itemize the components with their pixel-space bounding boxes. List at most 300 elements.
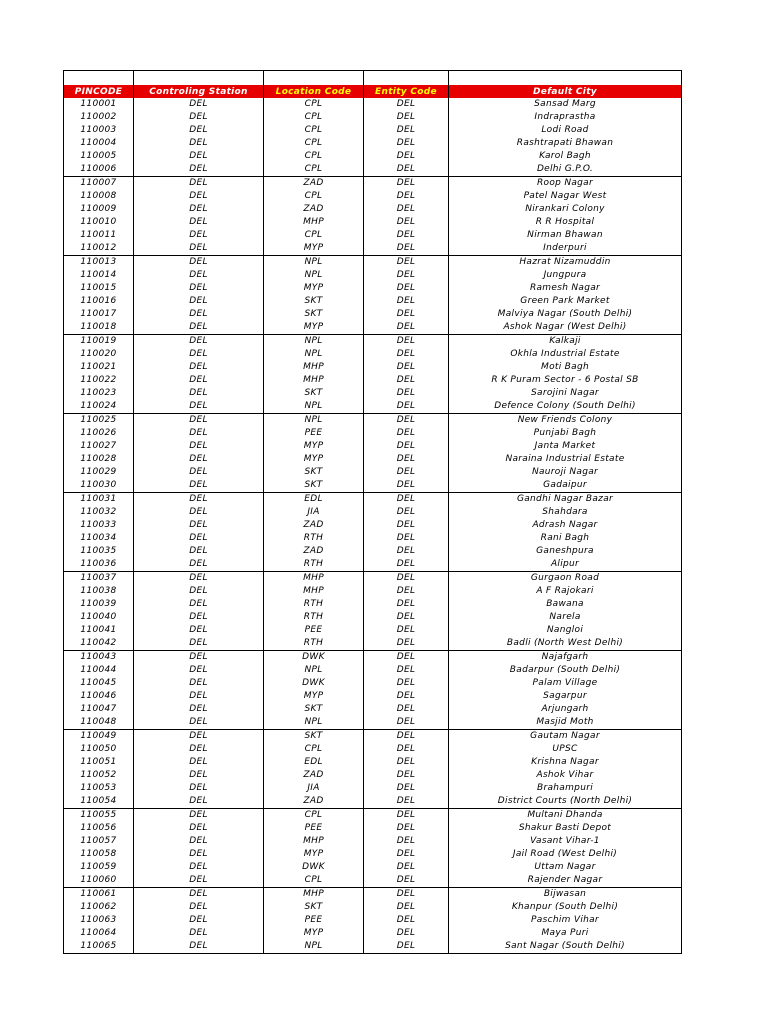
cell-controlling-station[interactable]: DEL bbox=[134, 558, 264, 572]
cell-entity-code[interactable]: DEL bbox=[364, 848, 449, 861]
cell-entity-code[interactable]: DEL bbox=[364, 598, 449, 611]
header-location-code[interactable]: Location Code bbox=[264, 85, 364, 98]
cell-location-code[interactable]: SKT bbox=[264, 308, 364, 321]
cell-pincode[interactable]: 110058 bbox=[64, 848, 134, 861]
cell-pincode[interactable]: 110010 bbox=[64, 216, 134, 229]
cell-default-city[interactable]: Kalkaji bbox=[449, 335, 682, 349]
cell-location-code[interactable]: DWK bbox=[264, 677, 364, 690]
cell-pincode[interactable]: 110043 bbox=[64, 651, 134, 665]
cell-entity-code[interactable]: DEL bbox=[364, 519, 449, 532]
cell-entity-code[interactable]: DEL bbox=[364, 335, 449, 349]
cell-entity-code[interactable]: DEL bbox=[364, 730, 449, 744]
cell-default-city[interactable]: Ramesh Nagar bbox=[449, 282, 682, 295]
cell-entity-code[interactable]: DEL bbox=[364, 216, 449, 229]
cell-default-city[interactable]: Lodi Road bbox=[449, 124, 682, 137]
cell-location-code[interactable]: MHP bbox=[264, 585, 364, 598]
cell-controlling-station[interactable]: DEL bbox=[134, 914, 264, 927]
cell-controlling-station[interactable]: DEL bbox=[134, 901, 264, 914]
cell-controlling-station[interactable]: DEL bbox=[134, 690, 264, 703]
cell-pincode[interactable]: 110064 bbox=[64, 927, 134, 940]
cell-default-city[interactable]: Badli (North West Delhi) bbox=[449, 637, 682, 651]
cell-controlling-station[interactable]: DEL bbox=[134, 295, 264, 308]
cell-pincode[interactable]: 110041 bbox=[64, 624, 134, 637]
blank-cell[interactable] bbox=[264, 71, 364, 86]
cell-pincode[interactable]: 110037 bbox=[64, 572, 134, 586]
cell-controlling-station[interactable]: DEL bbox=[134, 479, 264, 493]
cell-entity-code[interactable]: DEL bbox=[364, 282, 449, 295]
cell-pincode[interactable]: 110054 bbox=[64, 795, 134, 809]
cell-entity-code[interactable]: DEL bbox=[364, 400, 449, 414]
cell-default-city[interactable]: Multani Dhanda bbox=[449, 809, 682, 823]
cell-entity-code[interactable]: DEL bbox=[364, 479, 449, 493]
cell-pincode[interactable]: 110013 bbox=[64, 256, 134, 270]
cell-entity-code[interactable]: DEL bbox=[364, 624, 449, 637]
cell-pincode[interactable]: 110015 bbox=[64, 282, 134, 295]
cell-default-city[interactable]: Malviya Nagar (South Delhi) bbox=[449, 308, 682, 321]
cell-entity-code[interactable]: DEL bbox=[364, 927, 449, 940]
cell-location-code[interactable]: CPL bbox=[264, 229, 364, 242]
cell-controlling-station[interactable]: DEL bbox=[134, 414, 264, 428]
cell-entity-code[interactable]: DEL bbox=[364, 361, 449, 374]
cell-pincode[interactable]: 110061 bbox=[64, 888, 134, 902]
cell-default-city[interactable]: Janta Market bbox=[449, 440, 682, 453]
cell-entity-code[interactable]: DEL bbox=[364, 256, 449, 270]
cell-entity-code[interactable]: DEL bbox=[364, 387, 449, 400]
blank-cell[interactable] bbox=[64, 71, 134, 86]
cell-controlling-station[interactable]: DEL bbox=[134, 242, 264, 256]
cell-location-code[interactable]: CPL bbox=[264, 190, 364, 203]
cell-pincode[interactable]: 110046 bbox=[64, 690, 134, 703]
cell-controlling-station[interactable]: DEL bbox=[134, 769, 264, 782]
cell-entity-code[interactable]: DEL bbox=[364, 940, 449, 954]
cell-controlling-station[interactable]: DEL bbox=[134, 585, 264, 598]
cell-location-code[interactable]: SKT bbox=[264, 703, 364, 716]
cell-pincode[interactable]: 110063 bbox=[64, 914, 134, 927]
cell-controlling-station[interactable]: DEL bbox=[134, 716, 264, 730]
cell-default-city[interactable]: Punjabi Bagh bbox=[449, 427, 682, 440]
cell-location-code[interactable]: MYP bbox=[264, 321, 364, 335]
cell-location-code[interactable]: RTH bbox=[264, 558, 364, 572]
cell-pincode[interactable]: 110023 bbox=[64, 387, 134, 400]
cell-location-code[interactable]: PEE bbox=[264, 624, 364, 637]
cell-controlling-station[interactable]: DEL bbox=[134, 532, 264, 545]
cell-pincode[interactable]: 110019 bbox=[64, 335, 134, 349]
cell-controlling-station[interactable]: DEL bbox=[134, 927, 264, 940]
cell-controlling-station[interactable]: DEL bbox=[134, 795, 264, 809]
cell-controlling-station[interactable]: DEL bbox=[134, 861, 264, 874]
cell-default-city[interactable]: New Friends Colony bbox=[449, 414, 682, 428]
cell-location-code[interactable]: PEE bbox=[264, 427, 364, 440]
cell-entity-code[interactable]: DEL bbox=[364, 321, 449, 335]
cell-controlling-station[interactable]: DEL bbox=[134, 703, 264, 716]
cell-pincode[interactable]: 110049 bbox=[64, 730, 134, 744]
cell-entity-code[interactable]: DEL bbox=[364, 835, 449, 848]
cell-location-code[interactable]: ZAD bbox=[264, 519, 364, 532]
cell-pincode[interactable]: 110042 bbox=[64, 637, 134, 651]
cell-default-city[interactable]: Brahampuri bbox=[449, 782, 682, 795]
cell-location-code[interactable]: SKT bbox=[264, 730, 364, 744]
cell-pincode[interactable]: 110051 bbox=[64, 756, 134, 769]
cell-default-city[interactable]: Jungpura bbox=[449, 269, 682, 282]
cell-default-city[interactable]: Rashtrapati Bhawan bbox=[449, 137, 682, 150]
cell-default-city[interactable]: Indraprastha bbox=[449, 111, 682, 124]
cell-default-city[interactable]: Krishna Nagar bbox=[449, 756, 682, 769]
cell-pincode[interactable]: 110027 bbox=[64, 440, 134, 453]
cell-default-city[interactable]: Bijwasan bbox=[449, 888, 682, 902]
header-controlling-station[interactable]: Controling Station bbox=[134, 85, 264, 98]
cell-entity-code[interactable]: DEL bbox=[364, 874, 449, 888]
cell-pincode[interactable]: 110029 bbox=[64, 466, 134, 479]
cell-entity-code[interactable]: DEL bbox=[364, 427, 449, 440]
cell-location-code[interactable]: NPL bbox=[264, 940, 364, 954]
cell-controlling-station[interactable]: DEL bbox=[134, 387, 264, 400]
cell-pincode[interactable]: 110030 bbox=[64, 479, 134, 493]
cell-controlling-station[interactable]: DEL bbox=[134, 453, 264, 466]
cell-entity-code[interactable]: DEL bbox=[364, 229, 449, 242]
cell-default-city[interactable]: Shahdara bbox=[449, 506, 682, 519]
cell-default-city[interactable]: Gandhi Nagar Bazar bbox=[449, 493, 682, 507]
cell-location-code[interactable]: MYP bbox=[264, 453, 364, 466]
cell-entity-code[interactable]: DEL bbox=[364, 809, 449, 823]
cell-controlling-station[interactable]: DEL bbox=[134, 150, 264, 163]
cell-entity-code[interactable]: DEL bbox=[364, 716, 449, 730]
cell-default-city[interactable]: Arjungarh bbox=[449, 703, 682, 716]
cell-location-code[interactable]: DWK bbox=[264, 861, 364, 874]
cell-controlling-station[interactable]: DEL bbox=[134, 361, 264, 374]
cell-controlling-station[interactable]: DEL bbox=[134, 506, 264, 519]
cell-location-code[interactable]: DWK bbox=[264, 651, 364, 665]
cell-pincode[interactable]: 110024 bbox=[64, 400, 134, 414]
cell-pincode[interactable]: 110001 bbox=[64, 98, 134, 111]
cell-location-code[interactable]: NPL bbox=[264, 335, 364, 349]
cell-default-city[interactable]: Sarojini Nagar bbox=[449, 387, 682, 400]
cell-location-code[interactable]: NPL bbox=[264, 269, 364, 282]
cell-pincode[interactable]: 110047 bbox=[64, 703, 134, 716]
cell-entity-code[interactable]: DEL bbox=[364, 295, 449, 308]
cell-entity-code[interactable]: DEL bbox=[364, 348, 449, 361]
cell-pincode[interactable]: 110055 bbox=[64, 809, 134, 823]
cell-entity-code[interactable]: DEL bbox=[364, 861, 449, 874]
cell-location-code[interactable]: SKT bbox=[264, 466, 364, 479]
cell-controlling-station[interactable]: DEL bbox=[134, 730, 264, 744]
cell-entity-code[interactable]: DEL bbox=[364, 743, 449, 756]
cell-default-city[interactable]: Ganeshpura bbox=[449, 545, 682, 558]
cell-controlling-station[interactable]: DEL bbox=[134, 572, 264, 586]
cell-location-code[interactable]: CPL bbox=[264, 809, 364, 823]
cell-pincode[interactable]: 110032 bbox=[64, 506, 134, 519]
cell-controlling-station[interactable]: DEL bbox=[134, 940, 264, 954]
cell-location-code[interactable]: PEE bbox=[264, 914, 364, 927]
cell-entity-code[interactable]: DEL bbox=[364, 190, 449, 203]
cell-location-code[interactable]: PEE bbox=[264, 822, 364, 835]
cell-default-city[interactable]: Delhi G.P.O. bbox=[449, 163, 682, 177]
cell-controlling-station[interactable]: DEL bbox=[134, 651, 264, 665]
cell-location-code[interactable]: JIA bbox=[264, 782, 364, 795]
cell-location-code[interactable]: MYP bbox=[264, 242, 364, 256]
cell-controlling-station[interactable]: DEL bbox=[134, 111, 264, 124]
cell-location-code[interactable]: ZAD bbox=[264, 769, 364, 782]
header-entity-code[interactable]: Entity Code bbox=[364, 85, 449, 98]
cell-pincode[interactable]: 110033 bbox=[64, 519, 134, 532]
cell-default-city[interactable]: R R Hospital bbox=[449, 216, 682, 229]
cell-controlling-station[interactable]: DEL bbox=[134, 677, 264, 690]
cell-location-code[interactable]: JIA bbox=[264, 506, 364, 519]
cell-location-code[interactable]: EDL bbox=[264, 756, 364, 769]
cell-location-code[interactable]: MHP bbox=[264, 216, 364, 229]
cell-entity-code[interactable]: DEL bbox=[364, 177, 449, 191]
cell-controlling-station[interactable]: DEL bbox=[134, 163, 264, 177]
cell-pincode[interactable]: 110017 bbox=[64, 308, 134, 321]
cell-pincode[interactable]: 110012 bbox=[64, 242, 134, 256]
cell-controlling-station[interactable]: DEL bbox=[134, 98, 264, 111]
cell-entity-code[interactable]: DEL bbox=[364, 703, 449, 716]
cell-controlling-station[interactable]: DEL bbox=[134, 835, 264, 848]
cell-default-city[interactable]: Inderpuri bbox=[449, 242, 682, 256]
cell-controlling-station[interactable]: DEL bbox=[134, 493, 264, 507]
cell-controlling-station[interactable]: DEL bbox=[134, 216, 264, 229]
cell-location-code[interactable]: NPL bbox=[264, 664, 364, 677]
cell-controlling-station[interactable]: DEL bbox=[134, 782, 264, 795]
cell-controlling-station[interactable]: DEL bbox=[134, 519, 264, 532]
cell-controlling-station[interactable]: DEL bbox=[134, 466, 264, 479]
cell-entity-code[interactable]: DEL bbox=[364, 150, 449, 163]
cell-pincode[interactable]: 110053 bbox=[64, 782, 134, 795]
cell-pincode[interactable]: 110018 bbox=[64, 321, 134, 335]
cell-pincode[interactable]: 110011 bbox=[64, 229, 134, 242]
cell-location-code[interactable]: ZAD bbox=[264, 177, 364, 191]
cell-default-city[interactable]: Nirankari Colony bbox=[449, 203, 682, 216]
cell-default-city[interactable]: Badarpur (South Delhi) bbox=[449, 664, 682, 677]
cell-entity-code[interactable]: DEL bbox=[364, 163, 449, 177]
cell-controlling-station[interactable]: DEL bbox=[134, 756, 264, 769]
cell-controlling-station[interactable]: DEL bbox=[134, 335, 264, 349]
cell-controlling-station[interactable]: DEL bbox=[134, 124, 264, 137]
cell-default-city[interactable]: Bawana bbox=[449, 598, 682, 611]
blank-cell[interactable] bbox=[134, 71, 264, 86]
cell-location-code[interactable]: ZAD bbox=[264, 795, 364, 809]
cell-pincode[interactable]: 110007 bbox=[64, 177, 134, 191]
cell-controlling-station[interactable]: DEL bbox=[134, 848, 264, 861]
cell-pincode[interactable]: 110008 bbox=[64, 190, 134, 203]
cell-controlling-station[interactable]: DEL bbox=[134, 637, 264, 651]
cell-default-city[interactable]: Patel Nagar West bbox=[449, 190, 682, 203]
cell-controlling-station[interactable]: DEL bbox=[134, 624, 264, 637]
cell-entity-code[interactable]: DEL bbox=[364, 782, 449, 795]
cell-entity-code[interactable]: DEL bbox=[364, 545, 449, 558]
cell-pincode[interactable]: 110038 bbox=[64, 585, 134, 598]
cell-pincode[interactable]: 110020 bbox=[64, 348, 134, 361]
cell-controlling-station[interactable]: DEL bbox=[134, 874, 264, 888]
cell-entity-code[interactable]: DEL bbox=[364, 269, 449, 282]
cell-default-city[interactable]: Ashok Nagar (West Delhi) bbox=[449, 321, 682, 335]
cell-pincode[interactable]: 110040 bbox=[64, 611, 134, 624]
cell-pincode[interactable]: 110048 bbox=[64, 716, 134, 730]
cell-default-city[interactable]: Rani Bagh bbox=[449, 532, 682, 545]
cell-pincode[interactable]: 110003 bbox=[64, 124, 134, 137]
cell-location-code[interactable]: CPL bbox=[264, 874, 364, 888]
cell-pincode[interactable]: 110035 bbox=[64, 545, 134, 558]
cell-pincode[interactable]: 110004 bbox=[64, 137, 134, 150]
cell-entity-code[interactable]: DEL bbox=[364, 532, 449, 545]
cell-default-city[interactable]: R K Puram Sector - 6 Postal SB bbox=[449, 374, 682, 387]
cell-default-city[interactable]: Sant Nagar (South Delhi) bbox=[449, 940, 682, 954]
cell-pincode[interactable]: 110039 bbox=[64, 598, 134, 611]
cell-pincode[interactable]: 110016 bbox=[64, 295, 134, 308]
cell-default-city[interactable]: Masjid Moth bbox=[449, 716, 682, 730]
cell-entity-code[interactable]: DEL bbox=[364, 677, 449, 690]
cell-location-code[interactable]: MHP bbox=[264, 572, 364, 586]
cell-location-code[interactable]: MHP bbox=[264, 374, 364, 387]
header-default-city[interactable]: Default City bbox=[449, 85, 682, 98]
cell-pincode[interactable]: 110060 bbox=[64, 874, 134, 888]
cell-pincode[interactable]: 110052 bbox=[64, 769, 134, 782]
cell-entity-code[interactable]: DEL bbox=[364, 664, 449, 677]
cell-controlling-station[interactable]: DEL bbox=[134, 190, 264, 203]
cell-default-city[interactable]: Paschim Vihar bbox=[449, 914, 682, 927]
cell-location-code[interactable]: CPL bbox=[264, 150, 364, 163]
cell-location-code[interactable]: CPL bbox=[264, 743, 364, 756]
cell-pincode[interactable]: 110028 bbox=[64, 453, 134, 466]
cell-controlling-station[interactable]: DEL bbox=[134, 545, 264, 558]
cell-location-code[interactable]: SKT bbox=[264, 479, 364, 493]
cell-default-city[interactable]: Nauroji Nagar bbox=[449, 466, 682, 479]
cell-entity-code[interactable]: DEL bbox=[364, 795, 449, 809]
cell-entity-code[interactable]: DEL bbox=[364, 651, 449, 665]
cell-default-city[interactable]: District Courts (North Delhi) bbox=[449, 795, 682, 809]
cell-location-code[interactable]: CPL bbox=[264, 98, 364, 111]
cell-default-city[interactable]: Naraina Industrial Estate bbox=[449, 453, 682, 466]
cell-entity-code[interactable]: DEL bbox=[364, 901, 449, 914]
cell-default-city[interactable]: Najafgarh bbox=[449, 651, 682, 665]
cell-controlling-station[interactable]: DEL bbox=[134, 611, 264, 624]
cell-pincode[interactable]: 110050 bbox=[64, 743, 134, 756]
cell-pincode[interactable]: 110014 bbox=[64, 269, 134, 282]
cell-location-code[interactable]: RTH bbox=[264, 637, 364, 651]
cell-default-city[interactable]: Uttam Nagar bbox=[449, 861, 682, 874]
cell-pincode[interactable]: 110006 bbox=[64, 163, 134, 177]
cell-default-city[interactable]: Sansad Marg bbox=[449, 98, 682, 111]
cell-default-city[interactable]: Sagarpur bbox=[449, 690, 682, 703]
cell-controlling-station[interactable]: DEL bbox=[134, 256, 264, 270]
cell-pincode[interactable]: 110056 bbox=[64, 822, 134, 835]
cell-pincode[interactable]: 110034 bbox=[64, 532, 134, 545]
cell-controlling-station[interactable]: DEL bbox=[134, 743, 264, 756]
cell-default-city[interactable]: Rajender Nagar bbox=[449, 874, 682, 888]
cell-pincode[interactable]: 110045 bbox=[64, 677, 134, 690]
cell-location-code[interactable]: MYP bbox=[264, 927, 364, 940]
cell-default-city[interactable]: Karol Bagh bbox=[449, 150, 682, 163]
cell-location-code[interactable]: NPL bbox=[264, 414, 364, 428]
cell-location-code[interactable]: MYP bbox=[264, 282, 364, 295]
cell-controlling-station[interactable]: DEL bbox=[134, 400, 264, 414]
cell-location-code[interactable]: SKT bbox=[264, 295, 364, 308]
cell-entity-code[interactable]: DEL bbox=[364, 914, 449, 927]
cell-location-code[interactable]: MHP bbox=[264, 361, 364, 374]
cell-controlling-station[interactable]: DEL bbox=[134, 177, 264, 191]
cell-location-code[interactable]: EDL bbox=[264, 493, 364, 507]
cell-entity-code[interactable]: DEL bbox=[364, 203, 449, 216]
cell-pincode[interactable]: 110005 bbox=[64, 150, 134, 163]
cell-entity-code[interactable]: DEL bbox=[364, 585, 449, 598]
cell-entity-code[interactable]: DEL bbox=[364, 611, 449, 624]
cell-entity-code[interactable]: DEL bbox=[364, 414, 449, 428]
cell-pincode[interactable]: 110025 bbox=[64, 414, 134, 428]
cell-entity-code[interactable]: DEL bbox=[364, 466, 449, 479]
cell-location-code[interactable]: ZAD bbox=[264, 203, 364, 216]
cell-default-city[interactable]: Ashok Vihar bbox=[449, 769, 682, 782]
cell-location-code[interactable]: RTH bbox=[264, 598, 364, 611]
cell-pincode[interactable]: 110059 bbox=[64, 861, 134, 874]
blank-cell[interactable] bbox=[364, 71, 449, 86]
cell-controlling-station[interactable]: DEL bbox=[134, 282, 264, 295]
cell-pincode[interactable]: 110057 bbox=[64, 835, 134, 848]
cell-default-city[interactable]: Hazrat Nizamuddin bbox=[449, 256, 682, 270]
cell-location-code[interactable]: CPL bbox=[264, 124, 364, 137]
cell-default-city[interactable]: Nirman Bhawan bbox=[449, 229, 682, 242]
cell-entity-code[interactable]: DEL bbox=[364, 690, 449, 703]
cell-entity-code[interactable]: DEL bbox=[364, 756, 449, 769]
cell-entity-code[interactable]: DEL bbox=[364, 453, 449, 466]
cell-controlling-station[interactable]: DEL bbox=[134, 598, 264, 611]
cell-default-city[interactable]: Adrash Nagar bbox=[449, 519, 682, 532]
cell-pincode[interactable]: 110022 bbox=[64, 374, 134, 387]
cell-controlling-station[interactable]: DEL bbox=[134, 229, 264, 242]
cell-controlling-station[interactable]: DEL bbox=[134, 203, 264, 216]
cell-default-city[interactable]: Green Park Market bbox=[449, 295, 682, 308]
cell-entity-code[interactable]: DEL bbox=[364, 124, 449, 137]
cell-controlling-station[interactable]: DEL bbox=[134, 137, 264, 150]
cell-controlling-station[interactable]: DEL bbox=[134, 888, 264, 902]
cell-location-code[interactable]: CPL bbox=[264, 163, 364, 177]
cell-controlling-station[interactable]: DEL bbox=[134, 427, 264, 440]
cell-controlling-station[interactable]: DEL bbox=[134, 664, 264, 677]
cell-pincode[interactable]: 110031 bbox=[64, 493, 134, 507]
cell-default-city[interactable]: Moti Bagh bbox=[449, 361, 682, 374]
cell-pincode[interactable]: 110009 bbox=[64, 203, 134, 216]
cell-location-code[interactable]: NPL bbox=[264, 256, 364, 270]
cell-entity-code[interactable]: DEL bbox=[364, 440, 449, 453]
cell-location-code[interactable]: MYP bbox=[264, 440, 364, 453]
cell-default-city[interactable]: Palam Village bbox=[449, 677, 682, 690]
cell-controlling-station[interactable]: DEL bbox=[134, 440, 264, 453]
cell-entity-code[interactable]: DEL bbox=[364, 308, 449, 321]
cell-entity-code[interactable]: DEL bbox=[364, 98, 449, 111]
cell-location-code[interactable]: ZAD bbox=[264, 545, 364, 558]
cell-controlling-station[interactable]: DEL bbox=[134, 308, 264, 321]
cell-entity-code[interactable]: DEL bbox=[364, 888, 449, 902]
cell-default-city[interactable]: Alipur bbox=[449, 558, 682, 572]
cell-default-city[interactable]: Gurgaon Road bbox=[449, 572, 682, 586]
cell-entity-code[interactable]: DEL bbox=[364, 769, 449, 782]
cell-default-city[interactable]: Okhla Industrial Estate bbox=[449, 348, 682, 361]
cell-controlling-station[interactable]: DEL bbox=[134, 374, 264, 387]
cell-entity-code[interactable]: DEL bbox=[364, 111, 449, 124]
cell-entity-code[interactable]: DEL bbox=[364, 137, 449, 150]
cell-default-city[interactable]: A F Rajokari bbox=[449, 585, 682, 598]
cell-controlling-station[interactable]: DEL bbox=[134, 822, 264, 835]
cell-location-code[interactable]: CPL bbox=[264, 137, 364, 150]
cell-location-code[interactable]: RTH bbox=[264, 611, 364, 624]
cell-location-code[interactable]: RTH bbox=[264, 532, 364, 545]
cell-entity-code[interactable]: DEL bbox=[364, 242, 449, 256]
cell-entity-code[interactable]: DEL bbox=[364, 493, 449, 507]
cell-default-city[interactable]: Narela bbox=[449, 611, 682, 624]
cell-controlling-station[interactable]: DEL bbox=[134, 348, 264, 361]
cell-default-city[interactable]: Nangloi bbox=[449, 624, 682, 637]
cell-pincode[interactable]: 110021 bbox=[64, 361, 134, 374]
cell-default-city[interactable]: Gadaipur bbox=[449, 479, 682, 493]
cell-default-city[interactable]: Gautam Nagar bbox=[449, 730, 682, 744]
